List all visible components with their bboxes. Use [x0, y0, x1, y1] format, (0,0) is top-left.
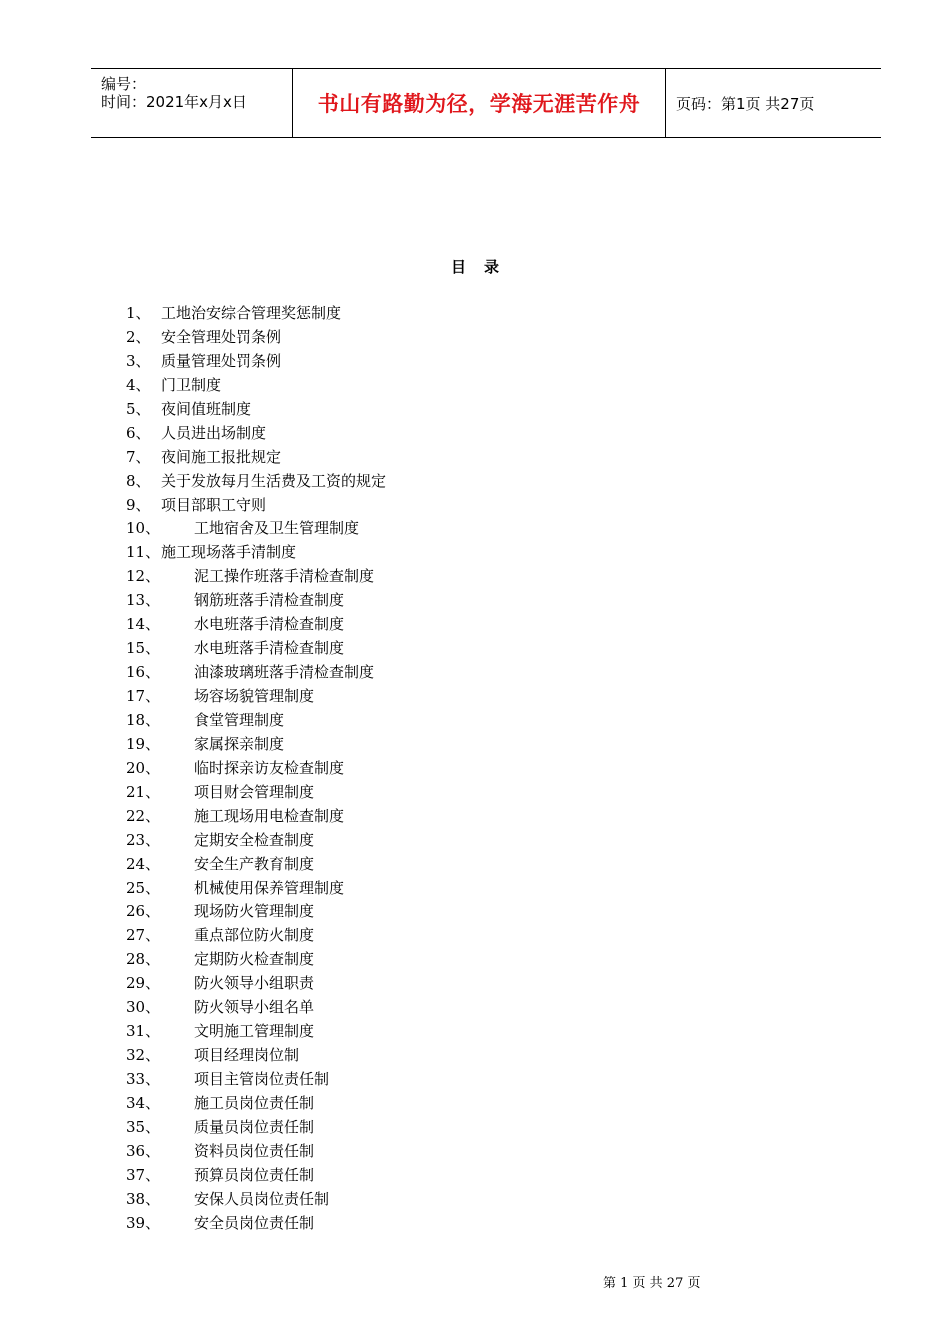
toc-item-text: 现场防火管理制度 — [194, 902, 315, 921]
toc-item-number: 17、 — [126, 687, 161, 705]
toc-item-text: 临时探亲访友检查制度 — [194, 758, 345, 777]
toc-item-number: 6、 — [126, 423, 151, 442]
toc-item-number: 25、 — [126, 878, 161, 897]
toc-item-text: 泥工操作班落手清检查制度 — [194, 567, 375, 586]
toc-item-number: 37、 — [126, 1165, 161, 1184]
number-label: 编号： — [101, 75, 147, 93]
toc-item-number: 36、 — [126, 1141, 161, 1160]
toc-item-number: 16、 — [126, 663, 161, 682]
toc-item-text: 资料员岗位责任制 — [194, 1141, 315, 1160]
toc-item-text: 防火领导小组名单 — [194, 998, 315, 1017]
toc-item-number: 27、 — [126, 926, 161, 945]
toc-item-number: 21、 — [126, 782, 161, 801]
toc-item-number: 3、 — [126, 351, 151, 370]
toc-item-text: 重点部位防火制度 — [194, 926, 315, 945]
toc-item-text: 项目主管岗位责任制 — [194, 1070, 330, 1088]
page-header — [91, 68, 881, 138]
toc-item-number: 12、 — [126, 567, 161, 586]
toc-item-number: 33、 — [126, 1070, 161, 1088]
toc-item-number: 39、 — [126, 1213, 161, 1232]
toc-item-text: 食堂管理制度 — [194, 710, 285, 729]
time-label: 时间：2021年x月x日 — [101, 93, 247, 111]
toc-item-text: 工地宿舍及卫生管理制度 — [194, 519, 360, 538]
toc-item-number: 14、 — [126, 615, 161, 634]
toc-item-text: 夜间施工报批规定 — [161, 447, 282, 466]
header-motto: 书山有路勤为径，学海无涯苦作舟 — [293, 69, 666, 137]
toc-item-text: 水电班落手清检查制度 — [194, 615, 345, 634]
toc-item-number: 8、 — [126, 471, 151, 490]
toc-item-text: 定期安全检查制度 — [194, 830, 315, 849]
toc-item-text: 定期防火检查制度 — [194, 950, 315, 969]
toc-item-number: 10、 — [126, 519, 161, 538]
toc-item-number: 11、 — [126, 543, 161, 562]
toc-item-text: 安全员岗位责任制 — [194, 1213, 315, 1232]
toc-item-text: 安全管理处罚条例 — [161, 327, 282, 346]
page-info: 页码：第1页 共27页 — [676, 94, 815, 113]
toc-item-text: 机械使用保养管理制度 — [194, 878, 345, 897]
toc-item-number: 34、 — [126, 1093, 161, 1112]
toc-item-number: 19、 — [126, 734, 161, 753]
toc-item-number: 1、 — [126, 304, 151, 322]
toc-item-number: 22、 — [126, 806, 161, 825]
toc-item-text: 油漆玻璃班落手清检查制度 — [194, 663, 375, 682]
toc-item-number: 9、 — [126, 495, 151, 514]
toc-item-text: 夜间值班制度 — [161, 399, 252, 418]
header-page-info-cell — [666, 69, 881, 137]
toc-item-number: 24、 — [126, 854, 161, 873]
toc-item-text: 门卫制度 — [161, 375, 222, 394]
toc-item-number: 31、 — [126, 1022, 161, 1041]
toc-item-number: 35、 — [126, 1117, 161, 1136]
toc-item-number: 38、 — [126, 1189, 161, 1208]
toc-item-number: 2、 — [126, 327, 151, 346]
toc-item-number: 15、 — [126, 639, 161, 658]
toc-item-number: 20、 — [126, 758, 161, 777]
toc-item-text: 场容场貌管理制度 — [194, 687, 315, 705]
toc-item-number: 4、 — [126, 375, 151, 394]
toc-item-number: 28、 — [126, 950, 161, 969]
toc-item-text: 钢筋班落手清检查制度 — [194, 591, 345, 610]
toc-item-text: 水电班落手清检查制度 — [194, 639, 345, 658]
toc-item-number: 18、 — [126, 710, 161, 729]
toc-item-text: 质量管理处罚条例 — [161, 351, 282, 370]
toc-item-number: 30、 — [126, 998, 161, 1017]
toc-item-number: 7、 — [126, 447, 151, 466]
toc-item-text: 预算员岗位责任制 — [194, 1165, 315, 1184]
toc-item-text: 质量员岗位责任制 — [194, 1117, 315, 1136]
toc-item-text: 家属探亲制度 — [194, 734, 285, 753]
toc-item-text: 工地治安综合管理奖惩制度 — [161, 304, 342, 322]
toc-item-number: 32、 — [126, 1046, 161, 1065]
toc-item-text: 项目部职工守则 — [161, 495, 267, 514]
toc-item-number: 29、 — [126, 974, 161, 993]
toc-item-text: 关于发放每月生活费及工资的规定 — [161, 471, 387, 490]
page-footer: 第 1 页 共 27 页 — [603, 1276, 701, 1291]
toc-item-text: 防火领导小组职责 — [194, 974, 315, 993]
toc-item-text: 文明施工管理制度 — [194, 1022, 315, 1041]
toc-item-number: 13、 — [126, 591, 161, 610]
header-meta-cell — [91, 69, 293, 137]
toc-item-text: 施工员岗位责任制 — [194, 1093, 315, 1112]
toc-item-number: 26、 — [126, 902, 161, 921]
toc-item-text: 施工现场落手清制度 — [161, 543, 297, 562]
toc-item-text: 施工现场用电检查制度 — [194, 806, 345, 825]
toc-item-text: 安保人员岗位责任制 — [194, 1189, 330, 1208]
toc-item-text: 安全生产教育制度 — [194, 854, 315, 873]
toc-item-text: 项目经理岗位制 — [194, 1046, 300, 1065]
toc-title: 目录 — [450, 258, 517, 276]
toc-item-number: 5、 — [126, 399, 151, 418]
toc-item-text: 人员进出场制度 — [161, 423, 267, 442]
toc-item-number: 23、 — [126, 830, 161, 849]
toc-item-text: 项目财会管理制度 — [194, 782, 315, 801]
